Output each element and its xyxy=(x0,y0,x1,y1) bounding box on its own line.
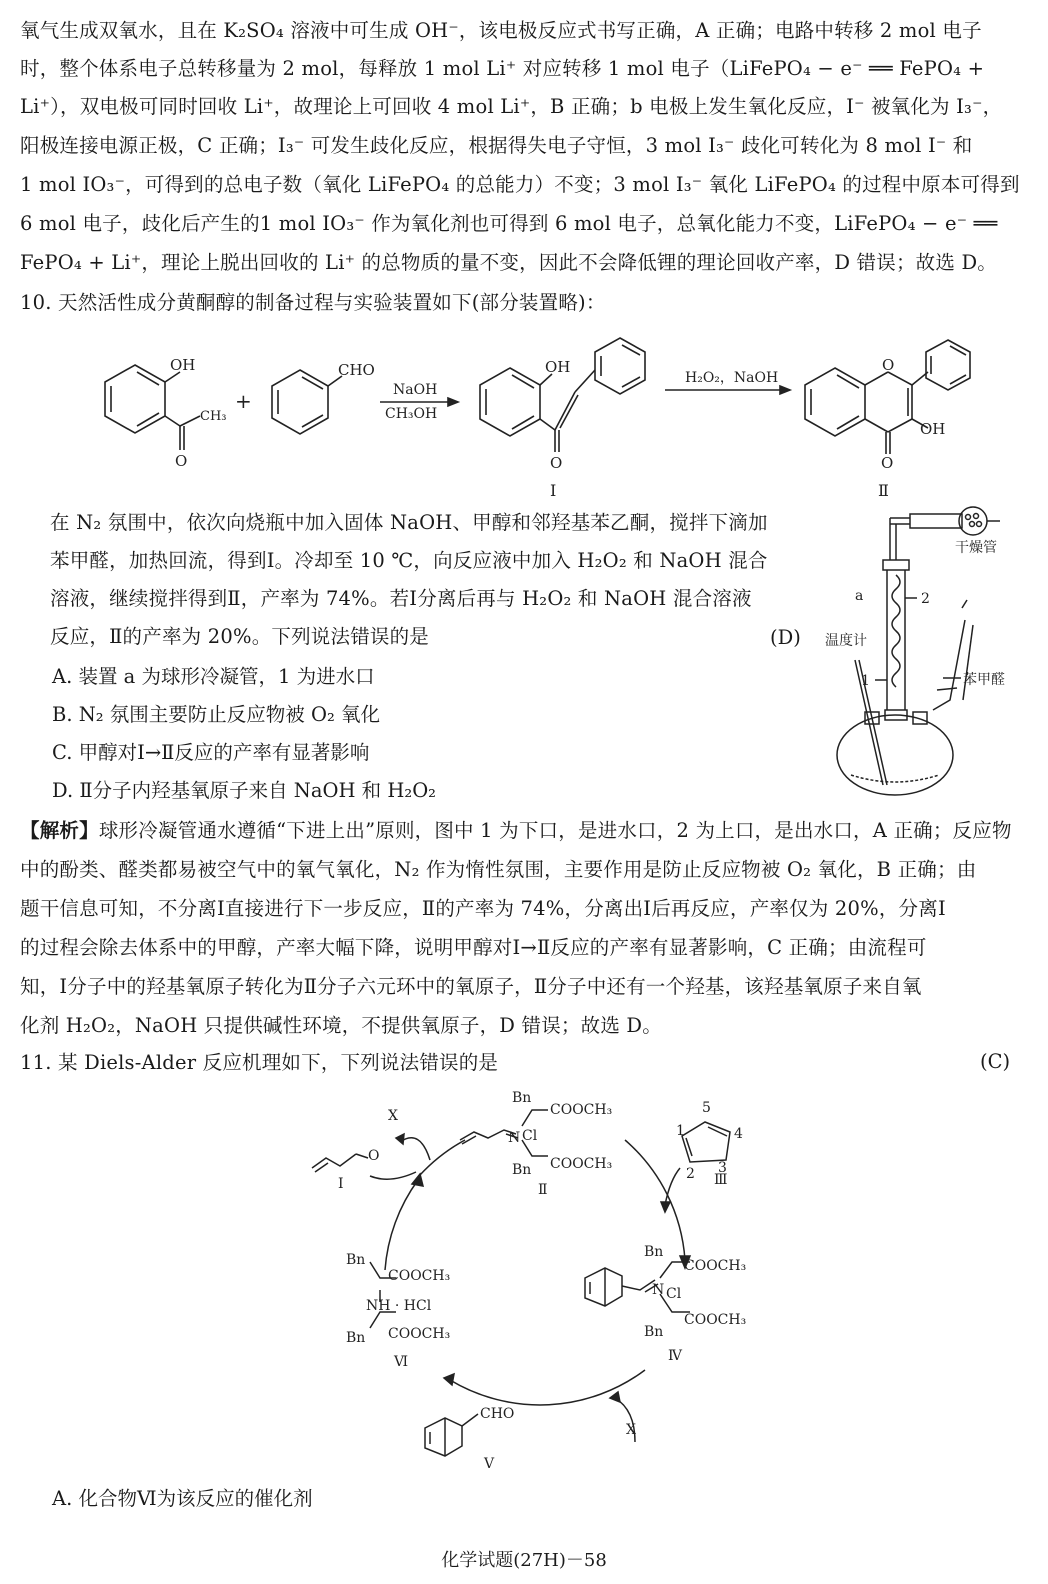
inlet-label-1: 1 xyxy=(861,673,870,689)
answer-label: (C) xyxy=(980,1050,1011,1073)
x-label: X xyxy=(626,1422,636,1438)
compound-label-i: Ⅰ xyxy=(550,481,557,500)
diels-alder-catalytic-cycle xyxy=(300,1080,780,1490)
atom-number-4: 4 xyxy=(734,1126,743,1142)
cho-label: CHO xyxy=(480,1406,515,1422)
cho-label: CHO xyxy=(338,361,375,379)
cooch3-label: COOCH₃ xyxy=(550,1156,613,1172)
text-line: 知，Ⅰ分子中的羟基氧原子转化为Ⅱ分子六元环中的氧原子，Ⅱ分子中还有一个羟基，该羟基氧原子来自氧 xyxy=(20,975,922,998)
reagent-h2o2-naoh: H₂O₂，NaOH xyxy=(685,370,779,386)
oh-label: OH xyxy=(545,358,571,376)
bn-label: Bn xyxy=(346,1252,366,1268)
oxygen-label: O xyxy=(881,454,894,472)
text-line: 6 mol 电子，歧化后产生的1 mol IO₃⁻ 作为氧化剂也可得到 6 mol 电子，总氧化能力不变，LiFePO₄ − e⁻ ══ xyxy=(20,212,998,235)
text-line: 氧气生成双氧水，且在 K₂SO₄ 溶液中可生成 OH⁻，该电极反应式书写正确，A 正确；电路中转移 2 mol 电子 xyxy=(20,19,982,42)
reagent-naoh: NaOH xyxy=(393,382,438,398)
question-10-title: 10. 天然活性成分黄酮醇的制备过程与实验装置如下(部分装置略)： xyxy=(20,291,606,314)
ring-oxygen-label: O xyxy=(882,356,895,374)
flavonol-synthesis-scheme xyxy=(80,330,1000,510)
cooch3-label: COOCH₃ xyxy=(684,1312,747,1328)
text-line: 时，整个体系电子总转移量为 2 mol，每释放 1 mol Li⁺ 对应转移 1 mol 电子（LiFePO₄ − e⁻ ══ FePO₄ + xyxy=(20,57,985,80)
nh-hcl-label: NH · HCl xyxy=(366,1298,432,1314)
question-11-title: 11. 某 Diels-Alder 反应机理如下，下列说法错误的是 xyxy=(20,1051,499,1074)
text-line: 在 N₂ 氛围中，依次向烧瓶中加入固体 NaOH、甲醇和邻羟基苯乙酮，搅拌下滴加 xyxy=(50,511,768,534)
bn-label: Bn xyxy=(512,1162,532,1178)
atom-number-3: 3 xyxy=(718,1160,727,1176)
compound-label-vi: Ⅵ xyxy=(394,1354,409,1370)
atom-number-1: 1 xyxy=(676,1123,685,1139)
oh-label: OH xyxy=(920,420,946,438)
text-line: 1 mol IO₃⁻，可得到的总电子数（氧化 LiFePO₄ 的总能力）不变；3 mol I₃⁻ 氧化 LiFePO₄ 的过程中原本可得到 xyxy=(20,173,1020,196)
text-line: 苯甲醛，加热回流，得到Ⅰ。冷却至 10 ℃，向反应液中加入 H₂O₂ 和 NaOH 混合 xyxy=(50,549,768,572)
reflux-apparatus-diagram xyxy=(815,500,1030,805)
option-a: A. 装置 a 为球形冷凝管，1 为进水口 xyxy=(52,665,375,688)
analysis-label: 【解析】 xyxy=(20,819,99,842)
compound-label-ii: Ⅱ xyxy=(878,481,889,500)
cooch3-label: COOCH₃ xyxy=(388,1326,451,1342)
text-line: 溶液，继续搅拌得到Ⅱ，产率为 74%。若Ⅰ分离后再与 H₂O₂ 和 NaOH 混合溶液 xyxy=(50,587,752,610)
outlet-label-2: 2 xyxy=(921,591,930,607)
atom-number-2: 2 xyxy=(686,1166,695,1182)
compound-label-iv: Ⅳ xyxy=(668,1348,682,1364)
compound-label-iii: Ⅲ xyxy=(714,1172,728,1188)
ch3-label: CH₃ xyxy=(200,409,227,424)
drying-tube-label: 干燥管 xyxy=(955,540,997,556)
oxygen-label: O xyxy=(368,1148,380,1164)
answer-label: (D) xyxy=(770,626,801,649)
text-line: 中的酚类、醛类都易被空气中的氧气氧化，N₂ 作为惰性氛围，主要作用是防止反应物被 O₂ 氧化，B 正确；由 xyxy=(20,858,977,881)
atom-number-5: 5 xyxy=(702,1100,711,1116)
bn-label: Bn xyxy=(512,1090,532,1106)
condenser-label-a: a xyxy=(855,588,864,604)
page-footer: 化学试题(27H)－58 xyxy=(441,1550,607,1571)
compound-label-ii: Ⅱ xyxy=(538,1182,548,1198)
cooch3-label: COOCH₃ xyxy=(684,1258,747,1274)
benzaldehyde-label: 苯甲醛 xyxy=(963,672,1005,688)
thermometer-label: 温度计 xyxy=(825,633,867,649)
compound-label-v: Ⅴ xyxy=(484,1456,495,1472)
bn-label: Bn xyxy=(644,1244,664,1260)
cl-label: Cl xyxy=(522,1128,538,1144)
text-line: 题干信息可知，不分离Ⅰ直接进行下一步反应，Ⅱ的产率为 74%，分离出Ⅰ后再反应，产率仅为 20%，分离Ⅰ xyxy=(20,897,946,920)
bn-label: Bn xyxy=(346,1330,366,1346)
text-line: FePO₄ + Li⁺，理论上脱出回收的 Li⁺ 的总物质的量不变，因此不会降低锂的理论回收产率，D 错误；故选 D。 xyxy=(20,251,997,274)
option-b: B. N₂ 氛围主要防止反应物被 O₂ 氧化 xyxy=(52,703,381,726)
oxygen-label: O xyxy=(175,452,188,470)
text-line: 阳极连接电源正极，C 正确；I₃⁻ 可发生歧化反应，根据得失电子守恒，3 mol I₃⁻ 歧化可转化为 8 mol I⁻ 和 xyxy=(20,134,973,157)
cooch3-label: COOCH₃ xyxy=(388,1268,451,1284)
n-label: N xyxy=(508,1130,521,1146)
text-line: 化剂 H₂O₂，NaOH 只提供碱性环境，不提供氧原子，D 错误；故选 D。 xyxy=(20,1014,662,1037)
compound-label-i: Ⅰ xyxy=(338,1176,344,1192)
cl-label: Cl xyxy=(666,1286,682,1302)
reagent-methanol: CH₃OH xyxy=(385,406,438,422)
option-a: A. 化合物Ⅵ为该反应的催化剂 xyxy=(52,1487,313,1510)
oh-label: OH xyxy=(170,356,196,374)
text-line: 反应，Ⅱ的产率为 20%。下列说法错误的是 xyxy=(50,625,429,648)
oxygen-label: O xyxy=(550,454,563,472)
n-label: N xyxy=(652,1282,665,1298)
text-line: Li⁺），双电极可同时回收 Li⁺，故理论上可回收 4 mol Li⁺，B 正确；b 电极上发生氧化反应，I⁻ 被氧化为 I₃⁻， xyxy=(20,95,1003,118)
text-line: 的过程会除去体系中的甲醇，产率大幅下降，说明甲醇对Ⅰ→Ⅱ反应的产率有显著影响，C 正确；由流程可 xyxy=(20,936,927,959)
analysis-line xyxy=(20,812,1028,850)
bn-label: Bn xyxy=(644,1324,664,1340)
analysis-text: 球形冷凝管通水遵循“下进上出”原则，图中 1 为下口，是进水口，2 为上口，是出水口，A 正确；反应物 xyxy=(98,819,1012,842)
option-c: C. 甲醇对Ⅰ→Ⅱ反应的产率有显著影响 xyxy=(52,741,370,764)
plus-sign: + xyxy=(235,389,252,413)
cooch3-label: COOCH₃ xyxy=(550,1102,613,1118)
option-d: D. Ⅱ分子内羟基氧原子来自 NaOH 和 H₂O₂ xyxy=(52,779,436,802)
x-label: X xyxy=(388,1108,398,1124)
